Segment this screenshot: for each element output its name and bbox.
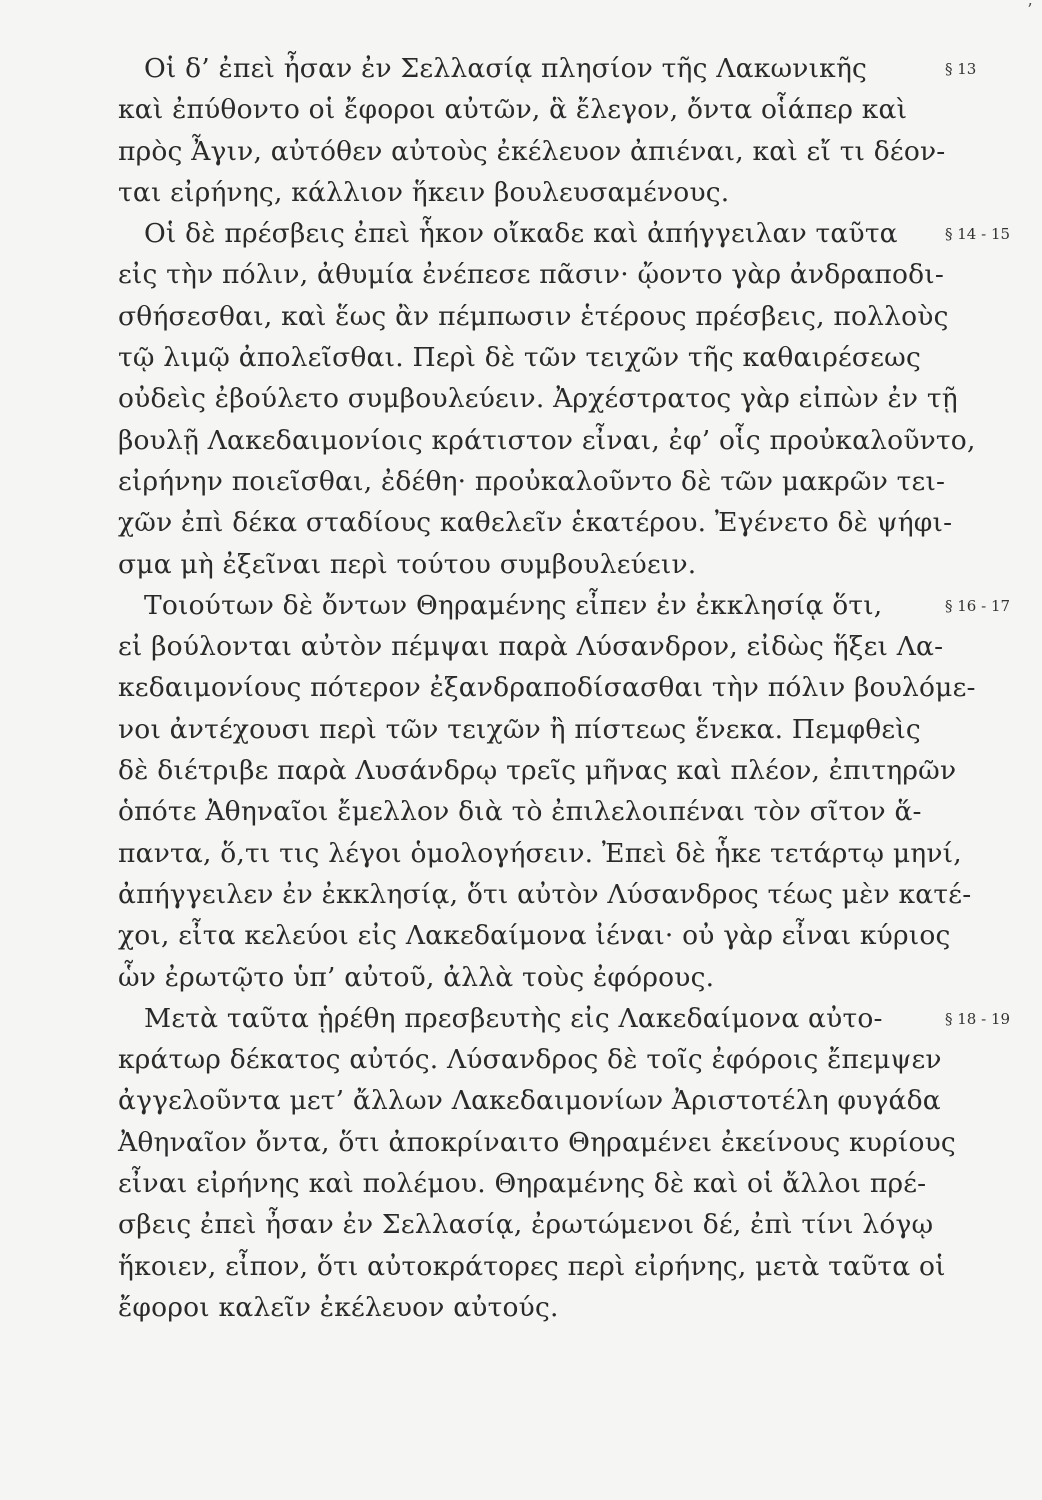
text-line: ὁπότε Ἀθηναῖοι ἔμελλον διὰ τὸ ἐπιλελοιπέναι τὸν σῖτον ἅ- (118, 796, 922, 828)
text-line: ἔφοροι καλεῖν ἐκέλευον αὐτούς. (118, 1291, 559, 1323)
text-line: καὶ ἐπύθοντο οἱ ἔφοροι αὐτῶν, ἃ ἔλεγον, ὄντα οἷάπερ καὶ (118, 94, 908, 126)
text-line: ται εἰρήνης, κάλλιον ἥκειν βουλευσαμένους. (118, 176, 730, 208)
text-line: σθήσεσθαι, καὶ ἕως ἂν πέμπωσιν ἑτέρους πρέσβεις, πολλοὺς (118, 300, 949, 332)
text-line: οὐδεὶς ἐβούλετο συμβουλεύειν. Ἀρχέστρατος γὰρ εἰπὼν ἐν τῇ (118, 383, 958, 415)
text-line: εἰρήνην ποιεῖσθαι, ἐδέθη· προὐκαλοῦντο δὲ τῶν μακρῶν τει- (118, 465, 946, 497)
text-line: εἰ βούλονται αὐτὸν πέμψαι παρὰ Λύσανδρον, εἰδὼς ἥξει Λα- (118, 631, 944, 663)
text-line: κεδαιμονίους πότερον ἐξανδραποδίσασθαι τὴν πόλιν βουλόμε- (118, 672, 976, 704)
text-line: ὧν ἐρωτῷτο ὑπ’ αὐτοῦ, ἀλλὰ τοὺς ἐφόρους. (118, 961, 715, 993)
section-reference: § 18 - 19 (945, 1009, 1011, 1028)
section-reference: § 13 (945, 60, 977, 78)
text-line: εἰς τὴν πόλιν, ἀθυμία ἐνέπεσε πᾶσιν· ᾤοντο γὰρ ἀνδραποδι- (118, 259, 945, 291)
section-reference: § 16 - 17 (945, 596, 1011, 615)
text-line: δὲ διέτριβε παρὰ Λυσάνδρῳ τρεῖς μῆνας καὶ πλέον, ἐπιτηρῶν (118, 755, 957, 787)
text-line: Μετὰ ταῦτα ᾑρέθη πρεσβευτὴς εἰς Λακεδαίμονα αὐτο- (144, 1002, 883, 1034)
text-line: παντα, ὅ,τι τις λέγοι ὁμολογήσειν. Ἐπεὶ δὲ ἧκε τετάρτῳ μηνί, (118, 837, 962, 869)
text-line: Ἀθηναῖον ὄντα, ὅτι ἀποκρίναιτο Θηραμένει ἐκείνους κυρίους (118, 1126, 956, 1158)
text-line: χῶν ἐπὶ δέκα σταδίους καθελεῖν ἑκατέρου. Ἐγένετο δὲ ψήφι- (118, 507, 953, 539)
text-line: ἀγγελοῦντα μετ’ ἄλλων Λακεδαιμονίων Ἀριστοτέλη φυγάδα (118, 1085, 941, 1117)
text-line: Οἱ δ’ ἐπεὶ ἦσαν ἐν Σελλασίᾳ πλησίον τῆς Λακωνικῆς (144, 53, 868, 84)
text-line: Τοιούτων δὲ ὄντων Θηραμένης εἶπεν ἐν ἐκκλησίᾳ ὅτι, (144, 589, 883, 621)
text-line: Οἱ δὲ πρέσβεις ἐπεὶ ἧκον οἴκαδε καὶ ἀπήγγειλαν ταῦτα (144, 218, 898, 250)
text-line: σμα μὴ ἐξεῖναι περὶ τούτου συμβουλεύειν. (118, 548, 697, 580)
text-line: κράτωρ δέκατος αὐτός. Λύσανδρος δὲ τοῖς ἐφόροις ἔπεμψεν (118, 1044, 942, 1076)
text-line: πρὸς Ἆγιν, αὐτόθεν αὐτοὺς ἐκέλευον ἀπιέναι, καὶ εἴ τι δέον- (118, 135, 946, 167)
section-reference: § 14 - 15 (945, 225, 1011, 244)
text-line: νοι ἀντέχουσι περὶ τῶν τειχῶν ἢ πίστεως ἕνεκα. Πεμφθεὶς (118, 713, 921, 745)
text-line: ἥκοιεν, εἶπον, ὅτι αὐτοκράτορες περὶ εἰρήνης, μετὰ ταῦτα οἱ (118, 1250, 946, 1282)
text-line: εἶναι εἰρήνης καὶ πολέμου. Θηραμένης δὲ καὶ οἱ ἄλλοι πρέ- (118, 1168, 927, 1200)
text-line: σβεις ἐπεὶ ἦσαν ἐν Σελλασίᾳ, ἐρωτώμενοι δέ, ἐπὶ τίνι λόγῳ (118, 1209, 934, 1241)
text-line: χοι, εἶτα κελεύοι εἰς Λακεδαίμονα ἰέναι· οὐ γὰρ εἶναι κύριος (118, 920, 951, 952)
text-line: ἀπήγγειλεν ἐν ἐκκλησίᾳ, ὅτι αὐτὸν Λύσανδρος τέως μὲν κατέ- (118, 878, 972, 910)
text-line: βουλῇ Λακεδαιμονίοις κράτιστον εἶναι, ἐφ’ οἷς προὐκαλοῦντο, (118, 424, 976, 456)
text-line: τῷ λιμῷ ἀπολεῖσθαι. Περὶ δὲ τῶν τειχῶν τῆς καθαιρέσεως (118, 342, 921, 374)
corner-mark: ʼ (1026, 0, 1032, 19)
